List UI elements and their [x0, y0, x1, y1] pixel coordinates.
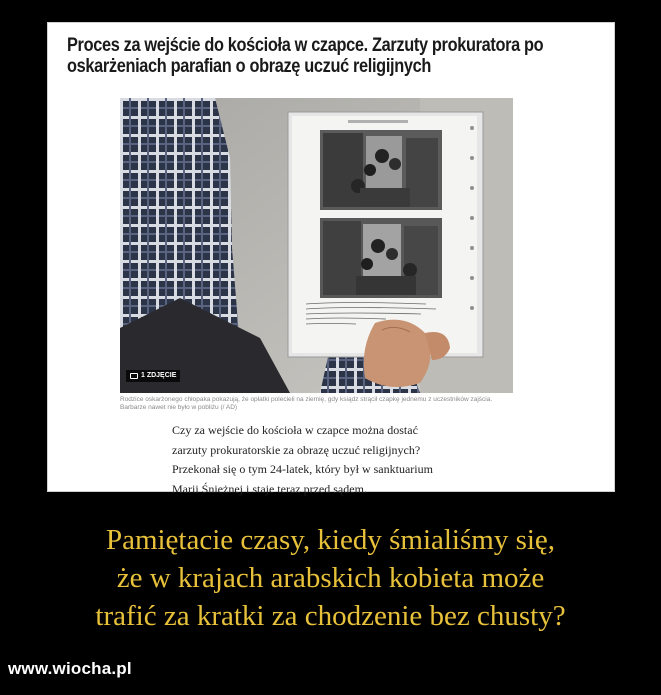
site-watermark: www.wiocha.pl [8, 659, 132, 678]
meme-caption [0, 521, 661, 635]
photo-count-label: 1 ZDJĘCIE [141, 372, 177, 379]
meme-line: Pamiętacie czasy, kiedy śmialiśmy się, [105, 524, 556, 556]
article-lede [172, 421, 502, 499]
lede-line: Czy za wejście do kościoła w czapce można dostać [172, 423, 418, 437]
meme-line: że w krajach arabskich kobieta może [116, 562, 545, 594]
photo-count-badge [126, 370, 180, 382]
meme-line: trafić za kratki za chodzenie bez chusty? [95, 600, 566, 632]
article-photo [120, 98, 513, 393]
photo-caption: Rodzice oskarżonego chłopaka pokazują, że opłatki polecieli na ziemię, gdy ksiądz strącił czapkę jednemu z uczestników zajścia. Barbarze nawet nie było w pobliżu (/ AD) [120, 396, 493, 411]
article-headline: Proces za wejście do kościoła w czapce. Zarzuty prokuratora po oskarżeniach parafian o obrazę uczuć religijnych [67, 35, 544, 77]
lede-line: zarzuty prokuratorskie za obrazę uczuć religijnych? [172, 442, 421, 457]
camera-icon [130, 373, 138, 379]
photo-scene [120, 98, 513, 393]
lede-line: Marii Śnieżnej i staje teraz przed sądem. [172, 481, 367, 496]
article-screenshot [47, 22, 615, 496]
lede-line: Przekonał się o tym 24-latek, który był w sanktuarium [172, 462, 433, 476]
